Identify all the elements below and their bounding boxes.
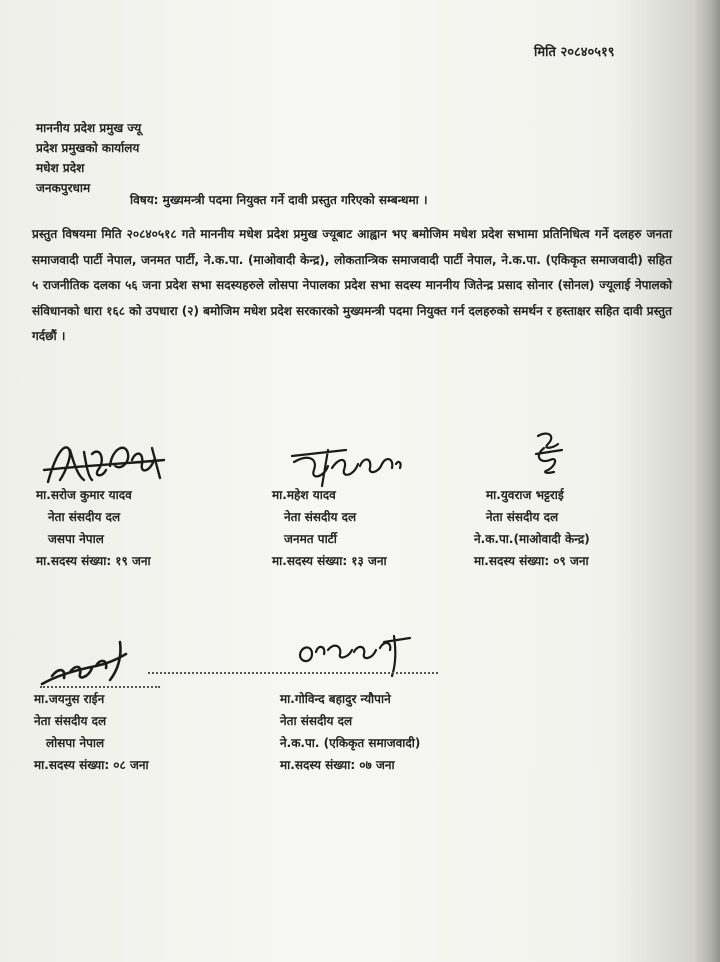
- signatory-members: मा.सदस्य संख्या: ०९ जना: [474, 554, 589, 568]
- signatory-title: नेता संसदीय दल: [34, 714, 107, 728]
- addressee-line: जनकपुरधाम: [36, 181, 91, 195]
- signatory-title: नेता संसदीय दल: [486, 510, 559, 524]
- page-edge-shadow: [694, 0, 720, 962]
- signatory-party: लोसपा नेपाल: [46, 736, 105, 750]
- signatory-members: मा.सदस्य संख्या: १३ जना: [272, 554, 387, 568]
- addressee-block: [36, 118, 141, 198]
- letter-date: मिति २०८४०५१९: [534, 45, 615, 60]
- signatory-party: जनमत पार्टी: [284, 532, 337, 546]
- addressee-line: मधेश प्रदेश: [36, 161, 85, 175]
- signatory-name: मा.सरोज कुमार यादव: [36, 488, 132, 502]
- signatory-name: मा.गोविन्द बहादुर न्यौपाने: [280, 692, 391, 706]
- signatory-party: ने.क.पा. (एकिकृत समाजवादी): [280, 736, 421, 750]
- signatory-name: मा.महेश यादव: [272, 488, 336, 502]
- signature-line: [148, 672, 438, 674]
- signatory-party: ने.क.पा.(माओवादी केन्द्र): [474, 532, 590, 546]
- signatory-members: मा.सदस्य संख्या: ०८ जना: [34, 758, 149, 772]
- addressee-line: माननीय प्रदेश प्रमुख ज्यू: [36, 121, 142, 135]
- signatory-name: मा.युवराज भट्टराई: [486, 488, 564, 502]
- signatory-name: मा.जयनुस राईन: [34, 692, 105, 706]
- signature-3: [524, 428, 574, 478]
- signatory-1: [36, 484, 151, 572]
- letter-body: प्रस्तुत विषयमा मिति २०८४०५१८ गते माननीय मधेश प्रदेश प्रमुख ज्यूबाट आह्वान भए बमोजिम मधेश प्रदेश सभामा प्रतिनिधित्व गर्ने दलहरु जनता समाजवादी पार्टी नेपाल, जनमत पार्टी, ने.क.पा. (माओवादी केन्द्र), लोकतान्त्रिक समाजवादी पार्टी नेपाल, ने.क.पा. (एकिकृत समाजवादी) सहित ५ राजनीतिक दलका ५६ जना प्रदेश सभा सदस्यहरुले लोसपा नेपालका प्रदेश सभा सदस्य माननीय जितेन्द्र प्रसाद सोनार (सोनल) ज्यूलाई नेपालको संविधानको धारा १६८ को उपधारा (२) बमोजिम मधेश प्रदेश सरकारको मुख्यमन्त्री पदमा नियुक्त गर्न दलहरुको समर्थन र हस्ताक्षर सहित दावी प्रस्तुत गर्दछौं ।: [32, 227, 672, 344]
- signatory-5: [280, 688, 420, 776]
- signatory-members: मा.सदस्य संख्या: ०७ जना: [280, 758, 395, 772]
- signatory-2: [272, 484, 387, 572]
- signatory-title: नेता संसदीय दल: [48, 510, 121, 524]
- signatory-title: नेता संसदीय दल: [280, 714, 353, 728]
- signatory-4: [34, 688, 149, 776]
- signatory-title: नेता संसदीय दल: [284, 510, 357, 524]
- signatory-members: मा.सदस्य संख्या: १९ जना: [36, 554, 151, 568]
- addressee-line: प्रदेश प्रमुखको कार्यालय: [36, 141, 140, 155]
- signature-1: [40, 430, 170, 492]
- signatory-3: [474, 484, 590, 572]
- letter-subject: विषय: मुख्यमन्त्री पदमा नियुक्त गर्ने दावी प्रस्तुत गरिएको सम्बन्धमा ।: [130, 193, 428, 207]
- signature-2: [288, 440, 412, 490]
- signatory-party: जसपा नेपाल: [48, 532, 104, 546]
